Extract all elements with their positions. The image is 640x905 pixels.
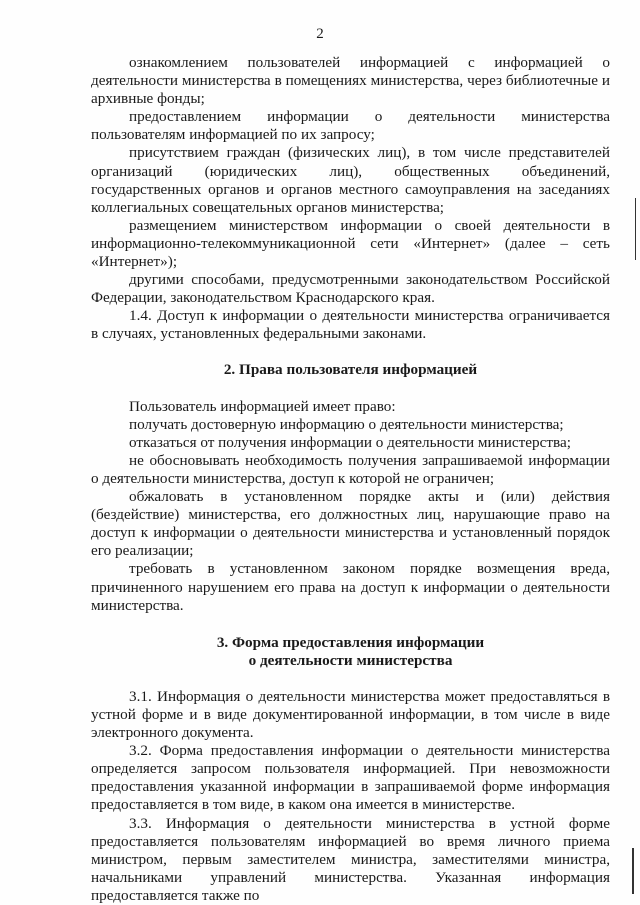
paragraph: получать достоверную информацию о деятельности министерства; <box>129 415 564 433</box>
section-2-body <box>91 398 610 615</box>
paragraph: предоставлением информации о деятельности министерства пользователям информацией по их запросу; <box>91 108 610 144</box>
section-3-body <box>91 688 610 905</box>
scan-edge-line-top <box>635 198 636 260</box>
paragraph: Пользователь информацией имеет право: <box>129 397 396 415</box>
section-2-heading: 2. Права пользователя информацией <box>223 360 478 378</box>
paragraph: ознакомлением пользователей информацией с информацией о деятельности министерства в помещениях министерства, через библиотечные и архивные фонды; <box>91 54 610 108</box>
section-1-continuation <box>91 54 610 344</box>
paragraph: 3.2. Форма предоставления информации о деятельности министерства определяется запросом пользователя информацией. При невозможности предоставления указанной информации в запрашиваемой форме информация предоставляется в том виде, в каком она имеется в министерстве. <box>91 742 610 814</box>
section-3-heading-line-2: о деятельности министерства <box>248 651 453 669</box>
paragraph: не обосновывать необходимость получения запрашиваемой информации о деятельности министерства, доступ к которой не ограничен; <box>91 451 610 487</box>
section-3-heading-line-1: 3. Форма предоставления информации <box>216 633 485 651</box>
scan-edge-line-bottom <box>632 848 634 894</box>
section-3-heading <box>91 634 610 670</box>
paragraph: 3.3. Информация о деятельности министерства в устной форме предоставляется пользователям информацией во время личного приема министром, первым заместителем министра, заместителями министра, начальниками управлений министерства. Указанная информация предоставляется также по <box>91 814 610 904</box>
paragraph: отказаться от получения информации о деятельности министерства; <box>129 433 571 451</box>
paragraph: требовать в установленном законом порядке возмещения вреда, причиненного нарушением его права на доступ к информации о деятельности министерства. <box>91 560 610 614</box>
page-number: 2 <box>316 26 324 42</box>
paragraph: 3.1. Информация о деятельности министерства может предоставляться в устной форме и в виде документированной информации, в том числе в виде электронного документа. <box>91 687 610 742</box>
paragraph: размещением министерством информации о своей деятельности в информационно-телекоммуникационной сети «Интернет» (далее – сеть «Интернет»); <box>91 216 610 271</box>
paragraph: присутствием граждан (физических лиц), в том числе представителей организаций (юридических лиц), общественных объединений, государственных органов и органов местного самоуправления на заседаниях коллегиальных совещательных органов министерства; <box>91 144 610 216</box>
document-body <box>91 54 610 905</box>
paragraph: обжаловать в установленном порядке акты и (или) действия (бездействие) министерства, его должностных лиц, нарушающие право на доступ к информации о деятельности министерства и установленный порядок его реализации; <box>91 488 610 560</box>
paragraph: другими способами, предусмотренными законодательством Российской Федерации, законодательством Краснодарского края. <box>91 271 610 307</box>
paragraph: 1.4. Доступ к информации о деятельности министерства ограничивается в случаях, установленных федеральными законами. <box>91 307 610 343</box>
